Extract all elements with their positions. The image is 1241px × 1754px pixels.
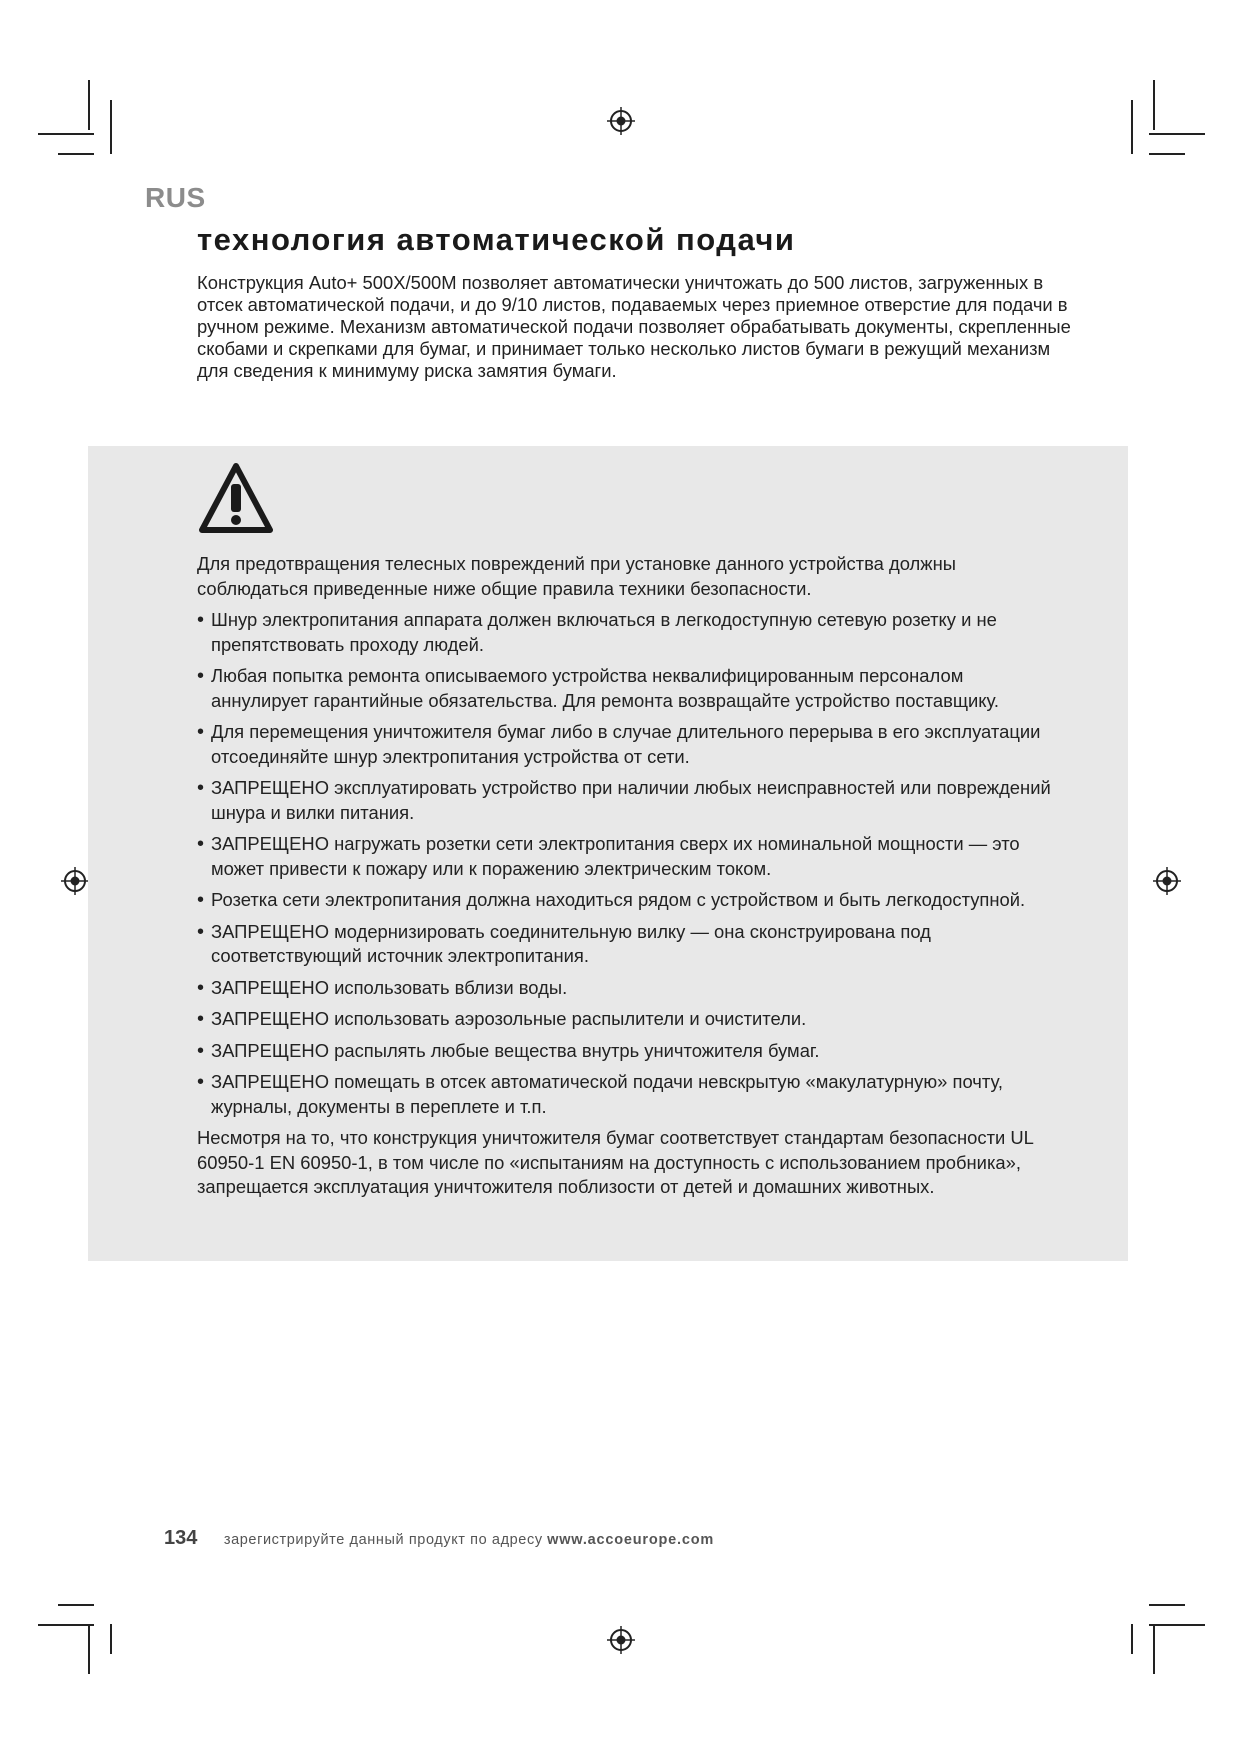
section-title: технология автоматической подачи	[197, 222, 796, 257]
safety-rule: • ЗАПРЕЩЕНО распылять любые вещества внутрь уничтожителя бумаг.	[197, 1039, 1057, 1064]
language-label: RUS	[145, 182, 206, 213]
safety-rules-list	[197, 608, 1057, 1119]
registration-mark-icon	[606, 106, 636, 136]
registration-mark-icon	[1152, 866, 1182, 896]
warning-content	[197, 552, 1057, 1200]
safety-rule: • ЗАПРЕЩЕНО использовать вблизи воды.	[197, 976, 1057, 1001]
intro-paragraph: Конструкция Auto+ 500X/500M позволяет автоматически уничтожать до 500 листов, загруженных в отсек автоматической подачи, и до 9/10 листов, подаваемых через приемное отверстие для подачи в ручном режиме. Механизм автоматической подачи позволяет обрабатывать документы, скрепленные скобами и скрепками для бумаг, и принимает только несколько листов бумаги в режущий механизм для сведения к минимуму риска замятия бумаги.	[197, 272, 1071, 381]
safety-warning-box	[88, 446, 1128, 1261]
warning-triangle-icon	[196, 460, 276, 536]
warning-intro: Для предотвращения телесных повреждений при установке данного устройства должны соблюдаться приведенные ниже общие правила техники безопасности.	[197, 553, 956, 599]
safety-rule: • ЗАПРЕЩЕНО помещать в отсек автоматической подачи невскрытую «макулатурную» почту, журналы, документы в переплете и т.п.	[197, 1070, 1057, 1119]
page-footer	[164, 1527, 714, 1550]
safety-rule: • Для перемещения уничтожителя бумаг либо в случае длительного перерыва в его эксплуатации отсоединяйте шнур электропитания устройства от сети.	[197, 720, 1057, 769]
safety-rule: • ЗАПРЕЩЕНО использовать аэрозольные распылители и очистители.	[197, 1007, 1057, 1032]
footer-register-text: зарегистрируйте данный продукт по адресу	[223, 1532, 543, 1548]
safety-rule: • Розетка сети электропитания должна находиться рядом с устройством и быть легкодоступной.	[197, 888, 1057, 913]
page-number: 134	[164, 1527, 198, 1549]
safety-rule: • ЗАПРЕЩЕНО нагружать розетки сети электропитания сверх их номинальной мощности — это может привести к пожару или к поражению электрическим током.	[197, 832, 1057, 881]
safety-rule: • ЗАПРЕЩЕНО модернизировать соединительную вилку — она сконструирована под соответствующий источник электропитания.	[197, 920, 1057, 969]
footer-url-link[interactable]: www.accoeurope.com	[547, 1532, 715, 1548]
registration-mark-icon	[60, 866, 90, 896]
warning-closing: Несмотря на то, что конструкция уничтожителя бумаг соответствует стандартам безопасности UL 60950-1 EN 60950-1, в том числе по «испытаниям на доступность с использованием пробника», запрещается эксплуатация уничтожителя поблизости от детей и домашних животных.	[197, 1127, 1034, 1197]
registration-mark-icon	[606, 1625, 636, 1655]
safety-rule: • Шнур электропитания аппарата должен включаться в легкодоступную сетевую розетку и не препятствовать проходу людей.	[197, 608, 1057, 657]
safety-rule: • Любая попытка ремонта описываемого устройства неквалифицированным персоналом аннулирует гарантийные обязательства. Для ремонта возвращайте устройство поставщику.	[197, 664, 1057, 713]
safety-rule: • ЗАПРЕЩЕНО эксплуатировать устройство при наличии любых неисправностей или повреждений шнура и вилки питания.	[197, 776, 1057, 825]
